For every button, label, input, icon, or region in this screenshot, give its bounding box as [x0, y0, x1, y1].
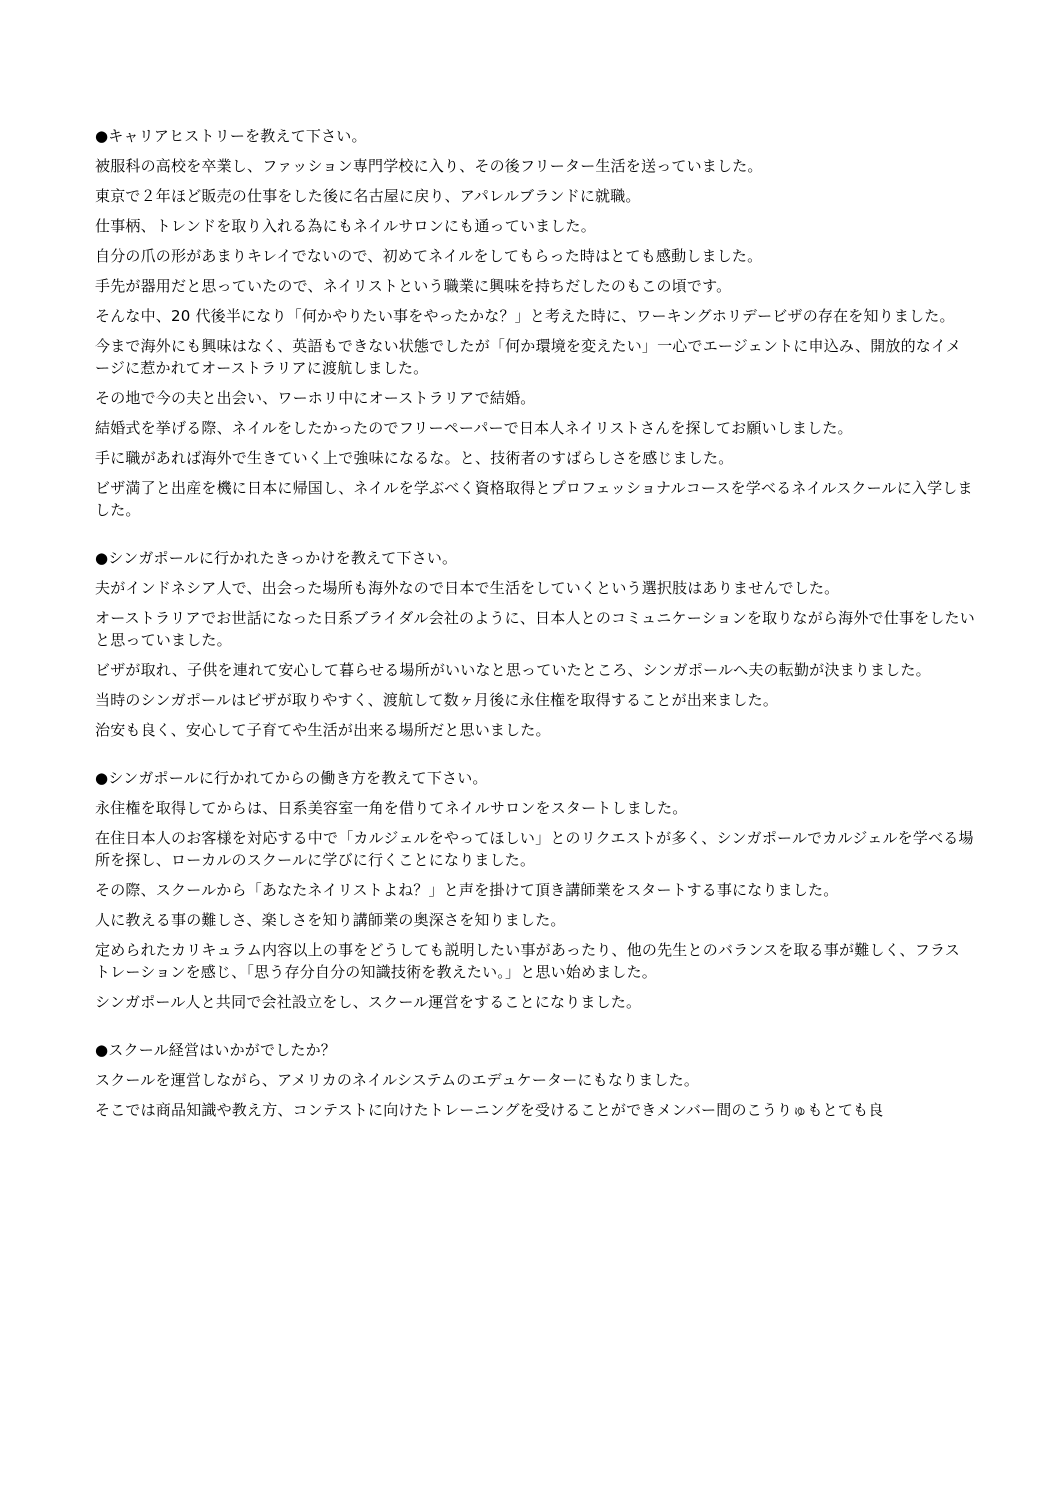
paragraph: 手先が器用だと思っていたので、ネイリストという職業に興味を持ちだしたのもこの頃です。: [95, 277, 732, 295]
paragraph: 当時のシンガポールはビザが取りやすく、渡航して数ヶ月後に永住権を取得することが出来ました。: [95, 691, 779, 709]
section-school-management: [95, 1039, 975, 1121]
paragraph: 夫がインドネシア人で、出会った場所も海外なので日本で生活をしていくという選択肢はありませんでした。: [95, 579, 840, 597]
paragraph: オーストラリアでお世話になった日系ブライダル会社のように、日本人とのコミュニケーションを取りながら海外で仕事をしたいと思っていました。: [95, 609, 975, 649]
paragraph: 自分の爪の形があまりキレイでないので、初めてネイルをしてもらった時はとても感動しました。: [95, 247, 763, 265]
paragraph: 定められたカリキュラム内容以上の事をどうしても説明したい事があったり、他の先生とのバランスを取る事が難しく、フラストレーションを感じ、「思う存分自分の知識技術を教えたい。」と思い始めました。: [95, 941, 960, 981]
paragraph: 人に教える事の難しさ、楽しさを知り講師業の奥深さを知りました。: [95, 911, 566, 929]
paragraph: 結婚式を挙げる際、ネイルをしたかったのでフリーペーパーで日本人ネイリストさんを探してお願いしました。: [95, 419, 853, 437]
paragraph: 治安も良く、安心して子育てや生活が出来る場所だと思いました。: [95, 721, 551, 739]
paragraph: そこでは商品知識や教え方、コンテストに向けたトレーニングを受けることができメンバー間のこうりゅもとても良: [95, 1101, 884, 1119]
paragraph: その際、スクールから「あなたネイリストよね？」と声を掛けて頂き講師業をスタートする事になりました。: [95, 881, 839, 899]
document-body: [95, 125, 975, 1147]
paragraph: 永住権を取得してからは、日系美容室一角を借りてネイルサロンをスタートしました。: [95, 799, 688, 817]
section-heading: ●キャリアヒストリーを教えて下さい。: [95, 127, 367, 145]
paragraph: 在住日本人のお客様を対応する中で「カルジェルをやってほしい」とのリクエストが多く、シンガポールでカルジェルを学べる場所を探し、ローカルのスクールに学びに行くことになりました。: [95, 829, 974, 869]
paragraph: そんな中、20 代後半になり「何かやりたい事をやったかな？」と考えた時に、ワーキングホリデービザの存在を知りました。: [95, 307, 955, 325]
paragraph: 今まで海外にも興味はなく、英語もできない状態でしたが「何か環境を変えたい」一心でエージェントに申込み、開放的なイメージに惹かれてオーストラリアに渡航しました。: [95, 337, 962, 377]
paragraph: シンガポール人と共同で会社設立をし、スクール運営をすることになりました。: [95, 993, 642, 1011]
section-heading: ●スクール経営はいかがでしたか？: [95, 1041, 336, 1059]
paragraph: ビザ満了と出産を機に日本に帰国し、ネイルを学ぶべく資格取得とプロフェッショナルコースを学べるネイルスクールに入学しました。: [95, 479, 973, 519]
paragraph: 手に職があれば海外で生きていく上で強味になるな。と、技術者のすばらしさを感じました。: [95, 449, 734, 467]
section-singapore-work: [95, 767, 975, 1013]
section-career-history: [95, 125, 975, 521]
paragraph: ビザが取れ、子供を連れて安心して暮らせる場所がいいなと思っていたところ、シンガポールへ夫の転勤が決まりました。: [95, 661, 931, 679]
section-singapore-reason: [95, 547, 975, 741]
paragraph: 東京で２年ほど販売の仕事をした後に名古屋に戻り、アパレルブランドに就職。: [95, 187, 641, 205]
paragraph: その地で今の夫と出会い、ワーホリ中にオーストラリアで結婚。: [95, 389, 536, 407]
section-heading: ●シンガポールに行かれたきっかけを教えて下さい。: [95, 549, 458, 567]
paragraph: 被服科の高校を卒業し、ファッション専門学校に入り、その後フリーター生活を送っていました。: [95, 157, 763, 175]
paragraph: スクールを運営しながら、アメリカのネイルシステムのエデュケーターにもなりました。: [95, 1071, 700, 1089]
paragraph: 仕事柄、トレンドを取り入れる為にもネイルサロンにも通っていました。: [95, 217, 596, 235]
section-heading: ●シンガポールに行かれてからの働き方を教えて下さい。: [95, 769, 488, 787]
